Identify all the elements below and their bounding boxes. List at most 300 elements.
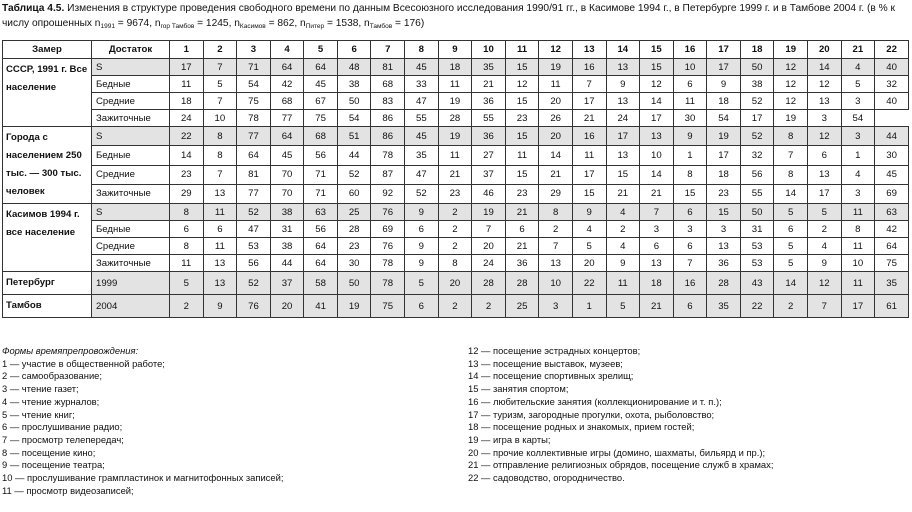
value-cell: 68 bbox=[304, 127, 338, 146]
value-cell: 75 bbox=[371, 295, 405, 318]
dostatok-cell: Зажиточные bbox=[92, 255, 170, 272]
value-cell: 5 bbox=[606, 295, 640, 318]
value-cell: 8 bbox=[203, 127, 237, 146]
value-cell: 3 bbox=[640, 221, 674, 238]
value-cell: 35 bbox=[707, 295, 741, 318]
value-cell: 36 bbox=[472, 93, 506, 110]
n-subscript: Питер bbox=[305, 23, 325, 30]
value-cell: 18 bbox=[707, 165, 741, 184]
value-cell: 71 bbox=[237, 59, 271, 76]
value-cell: 11 bbox=[606, 272, 640, 295]
value-cell: 4 bbox=[841, 165, 875, 184]
value-cell: 6 bbox=[405, 221, 439, 238]
value-cell: 7 bbox=[203, 59, 237, 76]
value-cell: 9 bbox=[807, 255, 841, 272]
legend-item: 21 — отправление религиозных обрядов, посещение служб в храмах; bbox=[468, 459, 774, 471]
col-header-21: 21 bbox=[841, 41, 875, 59]
value-cell: 9 bbox=[405, 204, 439, 221]
value-cell: 11 bbox=[438, 76, 472, 93]
legend-right bbox=[468, 345, 908, 485]
table-header-row bbox=[3, 41, 909, 59]
value-cell: 7 bbox=[539, 238, 573, 255]
value-cell: 19 bbox=[438, 93, 472, 110]
value-cell: 17 bbox=[606, 127, 640, 146]
legend-item: 13 — посещение выставок, музеев; bbox=[468, 357, 623, 369]
value-cell: 8 bbox=[170, 238, 204, 255]
legend-item: 4 — чтение журналов; bbox=[2, 395, 100, 407]
value-cell: 52 bbox=[337, 165, 371, 184]
value-cell: 55 bbox=[740, 184, 774, 203]
value-cell: 52 bbox=[237, 204, 271, 221]
value-cell: 61 bbox=[875, 295, 909, 318]
table-row bbox=[3, 184, 909, 203]
value-cell: 54 bbox=[707, 110, 741, 127]
value-cell: 7 bbox=[572, 76, 606, 93]
value-cell: 11 bbox=[203, 238, 237, 255]
value-cell: 12 bbox=[774, 76, 808, 93]
legend-item: 18 — посещение родных и знакомых, прием гостей; bbox=[468, 421, 695, 433]
value-cell: 13 bbox=[203, 272, 237, 295]
value-cell: 47 bbox=[405, 165, 439, 184]
table-row bbox=[3, 127, 909, 146]
value-cell: 11 bbox=[438, 146, 472, 165]
col-header-dostatok: Достаток bbox=[92, 41, 170, 59]
value-cell: 23 bbox=[505, 110, 539, 127]
value-cell: 35 bbox=[472, 59, 506, 76]
value-cell: 4 bbox=[606, 204, 640, 221]
n-value: = 176) bbox=[392, 18, 425, 29]
legend-item: 22 — садоводство, огородничество. bbox=[468, 472, 625, 484]
table-row bbox=[3, 93, 909, 110]
value-cell: 7 bbox=[673, 255, 707, 272]
value-cell: 75 bbox=[237, 93, 271, 110]
value-cell: 45 bbox=[270, 146, 304, 165]
value-cell: 7 bbox=[203, 165, 237, 184]
value-cell: 11 bbox=[170, 255, 204, 272]
value-cell: 8 bbox=[841, 221, 875, 238]
value-cell: 3 bbox=[673, 221, 707, 238]
col-header-11: 11 bbox=[505, 41, 539, 59]
value-cell: 56 bbox=[740, 165, 774, 184]
legend-item: 8 — посещение кино; bbox=[2, 446, 96, 458]
value-cell: 11 bbox=[572, 146, 606, 165]
value-cell: 7 bbox=[203, 93, 237, 110]
value-cell: 8 bbox=[673, 165, 707, 184]
value-cell: 50 bbox=[337, 93, 371, 110]
value-cell: 16 bbox=[673, 272, 707, 295]
value-cell: 25 bbox=[505, 295, 539, 318]
value-cell: 2 bbox=[539, 221, 573, 238]
value-cell: 42 bbox=[270, 76, 304, 93]
col-header-4: 4 bbox=[270, 41, 304, 59]
value-cell: 5 bbox=[572, 238, 606, 255]
legend-item: 12 — посещение эстрадных концертов; bbox=[468, 345, 641, 356]
value-cell: 12 bbox=[774, 93, 808, 110]
value-cell: 83 bbox=[371, 93, 405, 110]
value-cell: 12 bbox=[807, 127, 841, 146]
value-cell: 21 bbox=[505, 238, 539, 255]
value-cell: 17 bbox=[572, 165, 606, 184]
value-cell: 15 bbox=[572, 184, 606, 203]
value-cell: 17 bbox=[640, 110, 674, 127]
value-cell: 13 bbox=[606, 93, 640, 110]
value-cell: 29 bbox=[539, 184, 573, 203]
table-row bbox=[3, 59, 909, 76]
value-cell: 86 bbox=[371, 127, 405, 146]
table-row bbox=[3, 204, 909, 221]
value-cell: 28 bbox=[337, 221, 371, 238]
value-cell: 9 bbox=[707, 76, 741, 93]
value-cell: 22 bbox=[740, 295, 774, 318]
legend-item: 9 — посещение театра; bbox=[2, 459, 105, 471]
value-cell: 35 bbox=[405, 146, 439, 165]
value-cell: 21 bbox=[640, 184, 674, 203]
value-cell: 64 bbox=[875, 238, 909, 255]
value-cell: 35 bbox=[875, 272, 909, 295]
value-cell: 9 bbox=[405, 255, 439, 272]
value-cell: 15 bbox=[505, 127, 539, 146]
value-cell: 28 bbox=[472, 272, 506, 295]
value-cell: 64 bbox=[237, 146, 271, 165]
dostatok-cell: Средние bbox=[92, 238, 170, 255]
value-cell: 9 bbox=[405, 238, 439, 255]
value-cell: 9 bbox=[572, 204, 606, 221]
value-cell: 5 bbox=[807, 204, 841, 221]
legend-item: 16 — любительские занятия (коллекционирование и т. п.); bbox=[468, 395, 722, 407]
value-cell: 56 bbox=[237, 255, 271, 272]
value-cell: 14 bbox=[640, 165, 674, 184]
value-cell: 76 bbox=[371, 204, 405, 221]
value-cell: 76 bbox=[371, 238, 405, 255]
value-cell: 19 bbox=[337, 295, 371, 318]
col-header-13: 13 bbox=[572, 41, 606, 59]
col-header-8: 8 bbox=[405, 41, 439, 59]
value-cell: 8 bbox=[203, 146, 237, 165]
value-cell: 24 bbox=[170, 110, 204, 127]
value-cell: 8 bbox=[438, 255, 472, 272]
value-cell: 52 bbox=[740, 127, 774, 146]
legend-item: 2 — самообразование; bbox=[2, 370, 102, 382]
value-cell: 69 bbox=[371, 221, 405, 238]
value-cell: 33 bbox=[405, 76, 439, 93]
value-cell: 11 bbox=[505, 146, 539, 165]
value-cell: 28 bbox=[707, 272, 741, 295]
value-cell: 63 bbox=[875, 204, 909, 221]
value-cell: 45 bbox=[405, 59, 439, 76]
value-cell: 43 bbox=[740, 272, 774, 295]
value-cell: 75 bbox=[304, 110, 338, 127]
value-cell: 20 bbox=[539, 93, 573, 110]
value-cell: 38 bbox=[337, 76, 371, 93]
value-cell: 20 bbox=[438, 272, 472, 295]
value-cell: 64 bbox=[304, 255, 338, 272]
value-cell: 12 bbox=[807, 272, 841, 295]
value-cell: 3 bbox=[707, 221, 741, 238]
legend-item: 17 — туризм, загородные прогулки, охота, рыболовство; bbox=[468, 408, 715, 420]
value-cell: 23 bbox=[170, 165, 204, 184]
value-cell: 14 bbox=[774, 184, 808, 203]
value-cell: 31 bbox=[270, 221, 304, 238]
value-cell: 18 bbox=[438, 59, 472, 76]
value-cell: 32 bbox=[875, 76, 909, 93]
legend-item: 14 — посещение спортивных зрелищ; bbox=[468, 370, 634, 382]
legend-item: 6 — прослушивание радио; bbox=[2, 421, 123, 433]
value-cell: 13 bbox=[606, 146, 640, 165]
value-cell: 3 bbox=[539, 295, 573, 318]
value-cell: 28 bbox=[505, 272, 539, 295]
table-row bbox=[3, 255, 909, 272]
value-cell: 52 bbox=[237, 272, 271, 295]
value-cell: 23 bbox=[707, 184, 741, 203]
value-cell: 15 bbox=[673, 184, 707, 203]
value-cell: 46 bbox=[472, 184, 506, 203]
value-cell: 53 bbox=[237, 238, 271, 255]
value-cell: 78 bbox=[371, 255, 405, 272]
value-cell: 6 bbox=[673, 295, 707, 318]
value-cell: 42 bbox=[875, 221, 909, 238]
value-cell: 55 bbox=[472, 110, 506, 127]
value-cell: 10 bbox=[673, 59, 707, 76]
value-cell: 2 bbox=[438, 221, 472, 238]
value-cell: 69 bbox=[875, 184, 909, 203]
leisure-table bbox=[2, 40, 909, 318]
value-cell: 53 bbox=[740, 238, 774, 255]
value-cell: 17 bbox=[170, 59, 204, 76]
col-header-6: 6 bbox=[337, 41, 371, 59]
value-cell: 20 bbox=[572, 255, 606, 272]
dostatok-cell: Средние bbox=[92, 165, 170, 184]
value-cell: 30 bbox=[875, 146, 909, 165]
value-cell: 63 bbox=[304, 204, 338, 221]
value-cell: 64 bbox=[270, 127, 304, 146]
value-cell: 5 bbox=[203, 76, 237, 93]
value-cell: 6 bbox=[774, 221, 808, 238]
col-header-19: 19 bbox=[774, 41, 808, 59]
table-row bbox=[3, 110, 909, 127]
legend-item: 11 — просмотр видеозаписей; bbox=[2, 484, 134, 496]
col-header-1: 1 bbox=[170, 41, 204, 59]
col-header-22: 22 bbox=[875, 41, 909, 59]
value-cell: 11 bbox=[539, 76, 573, 93]
value-cell: 1 bbox=[673, 146, 707, 165]
value-cell: 6 bbox=[640, 238, 674, 255]
value-cell: 64 bbox=[304, 238, 338, 255]
value-cell: 3 bbox=[841, 93, 875, 110]
value-cell: 17 bbox=[740, 110, 774, 127]
value-cell: 22 bbox=[170, 127, 204, 146]
value-cell: 11 bbox=[841, 272, 875, 295]
value-cell: 14 bbox=[774, 272, 808, 295]
value-cell: 26 bbox=[539, 110, 573, 127]
value-cell: 27 bbox=[472, 146, 506, 165]
value-cell: 78 bbox=[237, 110, 271, 127]
value-cell: 9 bbox=[606, 255, 640, 272]
value-cell: 7 bbox=[472, 221, 506, 238]
col-header-20: 20 bbox=[807, 41, 841, 59]
value-cell: 11 bbox=[170, 76, 204, 93]
value-cell: 38 bbox=[270, 204, 304, 221]
value-cell: 9 bbox=[203, 295, 237, 318]
value-cell: 64 bbox=[304, 59, 338, 76]
value-cell: 12 bbox=[774, 59, 808, 76]
value-cell: 11 bbox=[673, 93, 707, 110]
value-cell: 7 bbox=[807, 295, 841, 318]
table-row bbox=[3, 165, 909, 184]
value-cell: 2 bbox=[774, 295, 808, 318]
dostatok-cell: S bbox=[92, 59, 170, 76]
value-cell: 6 bbox=[807, 146, 841, 165]
value-cell: 13 bbox=[203, 255, 237, 272]
legend-item: 15 — занятия спортом; bbox=[468, 383, 569, 395]
value-cell: 45 bbox=[304, 76, 338, 93]
value-cell: 56 bbox=[304, 146, 338, 165]
value-cell: 2 bbox=[606, 221, 640, 238]
table-row bbox=[3, 146, 909, 165]
value-cell: 55 bbox=[405, 110, 439, 127]
dostatok-cell: Зажиточные bbox=[92, 110, 170, 127]
value-cell: 81 bbox=[371, 59, 405, 76]
value-cell: 21 bbox=[472, 76, 506, 93]
value-cell: 15 bbox=[606, 165, 640, 184]
value-cell: 45 bbox=[875, 165, 909, 184]
dostatok-cell: S bbox=[92, 127, 170, 146]
value-cell: 18 bbox=[707, 93, 741, 110]
value-cell: 31 bbox=[740, 221, 774, 238]
value-cell: 44 bbox=[875, 127, 909, 146]
value-cell: 70 bbox=[270, 165, 304, 184]
value-cell: 13 bbox=[640, 127, 674, 146]
value-cell: 32 bbox=[740, 146, 774, 165]
value-cell: 6 bbox=[405, 295, 439, 318]
value-cell: 18 bbox=[640, 272, 674, 295]
value-cell: 40 bbox=[875, 59, 909, 76]
value-cell: 81 bbox=[237, 165, 271, 184]
value-cell: 6 bbox=[203, 221, 237, 238]
value-cell: 21 bbox=[606, 184, 640, 203]
n-subscript: 1991 bbox=[100, 23, 115, 30]
value-cell: 30 bbox=[673, 110, 707, 127]
table-row bbox=[3, 238, 909, 255]
value-cell: 20 bbox=[539, 127, 573, 146]
legend-title: Формы времяпрепровождения: bbox=[2, 345, 139, 356]
value-cell: 6 bbox=[170, 221, 204, 238]
value-cell: 8 bbox=[170, 204, 204, 221]
value-cell: 54 bbox=[237, 76, 271, 93]
col-header-10: 10 bbox=[472, 41, 506, 59]
value-cell: 36 bbox=[472, 127, 506, 146]
col-header-zamer: Замер bbox=[3, 41, 92, 59]
value-cell: 3 bbox=[807, 110, 841, 127]
value-cell: 2 bbox=[170, 295, 204, 318]
value-cell: 5 bbox=[774, 204, 808, 221]
value-cell: 13 bbox=[203, 184, 237, 203]
caption-text: Изменения в структуре проведения свободного времени по данным Всесоюзного исследования 1990/91 гг., в Касимове 1994 г., в Петербурге 1999 г. и в Тамбове 2004 г. (в % к числу опрошенных n bbox=[2, 3, 895, 29]
value-cell: 6 bbox=[673, 238, 707, 255]
n-value: = 1538, n bbox=[324, 18, 370, 29]
value-cell: 5 bbox=[774, 255, 808, 272]
value-cell: 47 bbox=[405, 93, 439, 110]
value-cell: 19 bbox=[472, 204, 506, 221]
value-cell: 19 bbox=[774, 110, 808, 127]
col-header-2: 2 bbox=[203, 41, 237, 59]
value-cell: 1 bbox=[841, 146, 875, 165]
value-cell: 6 bbox=[673, 76, 707, 93]
value-cell: 2 bbox=[807, 221, 841, 238]
value-cell: 41 bbox=[304, 295, 338, 318]
dostatok-cell: 1999 bbox=[92, 272, 170, 295]
dostatok-cell: Бедные bbox=[92, 76, 170, 93]
dostatok-cell: Зажиточные bbox=[92, 184, 170, 203]
value-cell: 38 bbox=[270, 238, 304, 255]
value-cell: 68 bbox=[270, 93, 304, 110]
value-cell: 10 bbox=[539, 272, 573, 295]
value-cell: 5 bbox=[841, 76, 875, 93]
value-cell: 3 bbox=[841, 184, 875, 203]
value-cell: 3 bbox=[841, 127, 875, 146]
value-cell: 9 bbox=[673, 127, 707, 146]
value-cell: 17 bbox=[707, 146, 741, 165]
value-cell: 21 bbox=[640, 295, 674, 318]
value-cell: 15 bbox=[505, 93, 539, 110]
value-cell: 60 bbox=[337, 184, 371, 203]
n-subscript: Тамбов bbox=[369, 23, 393, 30]
value-cell: 50 bbox=[740, 59, 774, 76]
value-cell: 15 bbox=[505, 59, 539, 76]
col-header-14: 14 bbox=[606, 41, 640, 59]
value-cell: 19 bbox=[438, 127, 472, 146]
value-cell: 28 bbox=[438, 110, 472, 127]
col-header-5: 5 bbox=[304, 41, 338, 59]
value-cell: 15 bbox=[707, 204, 741, 221]
value-cell: 4 bbox=[841, 59, 875, 76]
legend-left bbox=[2, 345, 452, 497]
n-value: = 1245, n bbox=[194, 18, 240, 29]
n-value: = 862, n bbox=[265, 18, 306, 29]
value-cell: 13 bbox=[807, 93, 841, 110]
n-value: = 9674, n bbox=[114, 18, 161, 29]
value-cell: 5 bbox=[774, 238, 808, 255]
value-cell: 13 bbox=[640, 255, 674, 272]
value-cell: 6 bbox=[505, 221, 539, 238]
n-subscript: гор Тамбов bbox=[160, 23, 195, 30]
value-cell: 24 bbox=[606, 110, 640, 127]
value-cell: 21 bbox=[438, 165, 472, 184]
group-label: Петербург bbox=[3, 272, 92, 295]
value-cell: 67 bbox=[304, 93, 338, 110]
value-cell: 8 bbox=[539, 204, 573, 221]
value-cell: 7 bbox=[640, 204, 674, 221]
value-cell: 14 bbox=[539, 146, 573, 165]
value-cell: 40 bbox=[875, 93, 909, 110]
value-cell: 24 bbox=[472, 255, 506, 272]
value-cell: 20 bbox=[270, 295, 304, 318]
value-cell: 7 bbox=[774, 146, 808, 165]
value-cell: 20 bbox=[472, 238, 506, 255]
value-cell: 23 bbox=[505, 184, 539, 203]
value-cell: 4 bbox=[606, 238, 640, 255]
col-header-12: 12 bbox=[539, 41, 573, 59]
value-cell: 2 bbox=[438, 295, 472, 318]
value-cell: 38 bbox=[740, 76, 774, 93]
value-cell: 68 bbox=[371, 76, 405, 93]
table-row bbox=[3, 295, 909, 318]
value-cell: 56 bbox=[304, 221, 338, 238]
value-cell: 9 bbox=[606, 76, 640, 93]
value-cell: 19 bbox=[707, 127, 741, 146]
value-cell: 54 bbox=[337, 110, 371, 127]
value-cell: 54 bbox=[841, 110, 875, 127]
value-cell: 17 bbox=[841, 295, 875, 318]
